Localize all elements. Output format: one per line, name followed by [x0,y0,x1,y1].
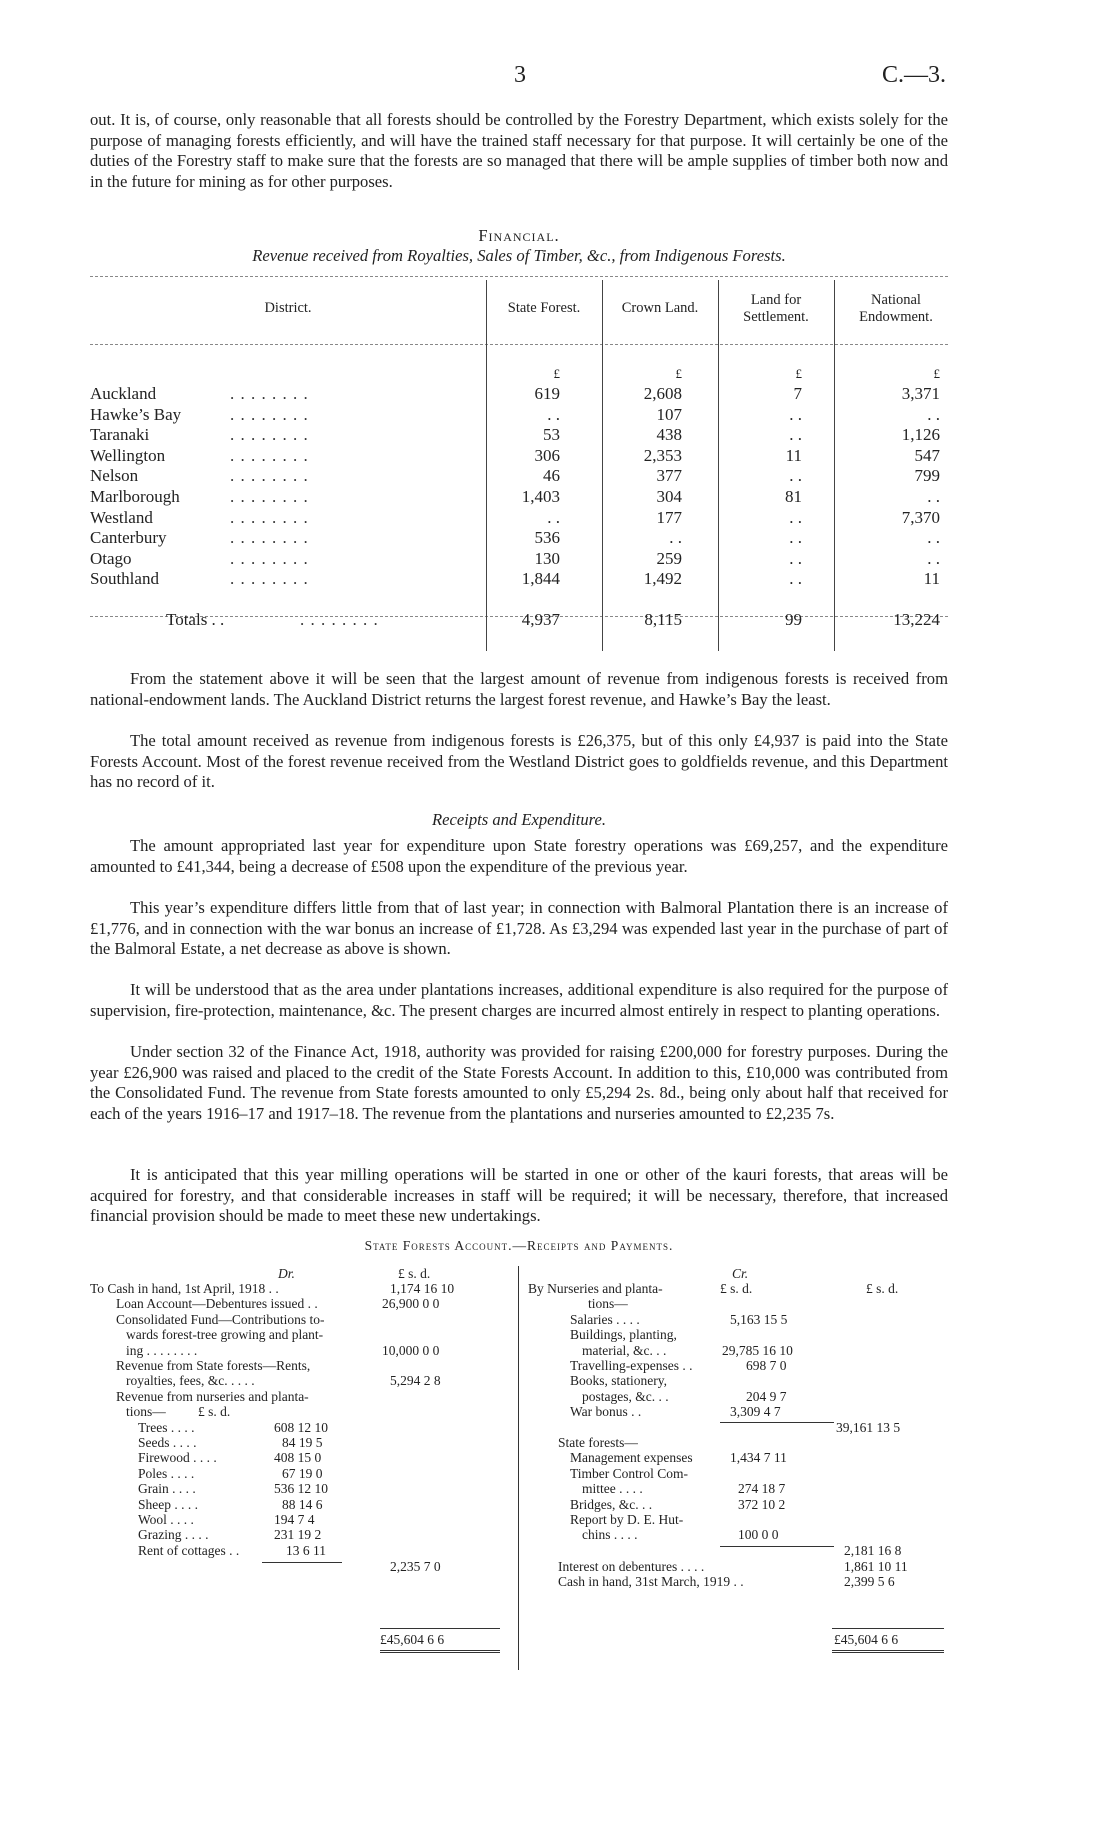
account-line: War bonus . . [570,1404,642,1419]
amount: 1,174 16 10 [390,1281,455,1296]
paragraph: It will be understood that as the area under plantations increases, additional expenditure is also required for the purpose of supervision, fire-protection, maintenance, &c. The present charges are incurred almost entirely in respect to planting operations. [90,980,948,1020]
table-header-rule [90,344,948,345]
account-line: Seeds . . . . [138,1435,197,1450]
district-name: Hawke’s Bay [90,404,182,424]
settlement-value: . . [789,528,802,548]
district-name: Marlborough [90,487,180,506]
account-line: Rent of cottages . . [138,1543,240,1558]
leader-dots: . . . . . . . . [230,569,309,589]
sub-amount: 88 14 6 [282,1497,323,1512]
account-line: Loan Account—Debentures issued . . [116,1296,318,1311]
sub-amount: 698 7 0 [746,1358,787,1373]
crown-land-value: 438 [656,425,682,445]
settlement-value: . . [789,507,802,527]
table-row [90,508,948,529]
sub-amount: 204 9 7 [746,1389,787,1404]
financial-subheading: Revenue received from Royalties, Sales of Timber, &c., from Indigenous Forests. [252,246,786,265]
lsd-header: £ s. d. [398,1266,431,1281]
column-header-crown-land: Crown Land. [621,300,699,316]
state-forest-value: 130 [534,548,560,568]
column-header-district: District. [264,300,312,316]
settlement-value: . . [789,404,802,424]
leader-dots: . . . . . . . . [230,384,309,403]
crown-land-value: 2,608 [643,384,682,403]
account-line: By Nurseries and planta- [528,1281,663,1296]
crown-land-value: 259 [656,548,682,568]
leader-dots: . . . . . . . . [230,548,309,568]
sub-amount: 231 19 2 [274,1527,322,1542]
amount: 2,235 7 0 [390,1559,441,1574]
account-line: Grain . . . . [138,1481,196,1496]
district-name: Taranaki [90,425,150,445]
crown-land-value: 1,492 [643,569,682,589]
currency-symbol: £ [553,366,560,381]
settlement-value: . . [789,569,802,589]
sub-amount: 194 7 4 [274,1512,315,1527]
totals-label: Totals . . [166,610,225,629]
currency-symbol: £ [675,366,682,381]
column-header-land-for-settlement: Land for Settlement. [743,292,809,325]
endowment-value: . . [927,404,940,424]
district-name: Otago [90,548,132,568]
leader-dots: . . . . . . . . [230,404,309,424]
table-row [90,384,948,405]
lsd-header: £ s. d. [720,1281,753,1296]
paragraph: From the statement above it will be seen that the largest amount of revenue from indigenous forests is received from national-endowment lands. The Auckland District returns the largest forest revenue, and Hawke’s Bay the least. [90,669,948,709]
receipts-heading: Receipts and Expenditure. [431,810,607,829]
settlement-value: 11 [785,445,802,465]
leader-dots: . . . . . . . . [230,507,309,527]
crown-land-value: 377 [656,466,682,486]
sub-amount: 408 15 0 [274,1450,322,1465]
account-line: Bridges, &c. . . [570,1497,653,1512]
account-line: tions— [126,1404,166,1419]
paragraph: This year’s expenditure differs little from that of last year; in connection with Balmoral Plantation there is an increase of £1,776, and in connection with the war bonus an increase of £1,728. As £3,294 was expended last year in the purchase of part of the Balmoral Estate, a net decrease as above is shown. [90,898,948,959]
state-forest-value: 53 [543,425,560,445]
state-forest-value: 306 [534,445,560,465]
settlement-value: . . [789,548,802,568]
currency-symbol: £ [933,366,940,381]
lsd-sub-header: £ s. d. [198,1404,231,1419]
district-name: Southland [90,569,159,589]
state-forest-value: . . [547,404,560,424]
cr-label: Cr. [732,1266,749,1281]
state-forest-value: 1,403 [521,487,560,506]
state-forest-value: . . [547,507,560,527]
crown-land-value: 107 [656,404,682,424]
account-line: wards forest-tree growing and plant- [126,1327,324,1342]
endowment-value: 11 [923,569,940,589]
account-line: Buildings, planting, [570,1327,677,1342]
account-line: Grazing . . . . [138,1527,209,1542]
state-forest-value: 46 [543,466,560,486]
account-title: State Forests Account.—Receipts and Payments. [364,1238,674,1253]
column-header-state-forest: State Forest. [507,300,581,316]
paragraph: The total amount received as revenue from indigenous forests is £26,375, but of this only £4,937 is paid into the State Forests Account. Most of the forest revenue received from the Westland District goes to goldfields revenue, and this Department has no record of it. [90,731,948,792]
account-line: chins . . . . [582,1527,638,1542]
account-line: Report by D. E. Hut- [570,1512,684,1527]
endowment-value: . . [927,528,940,548]
account-line: Poles . . . . [138,1466,195,1481]
account-line: To Cash in hand, 1st April, 1918 . . [90,1281,279,1296]
account-line: Consolidated Fund—Contributions to- [116,1312,325,1327]
crown-land-value: 2,353 [643,445,682,465]
paragraph: Under section 32 of the Finance Act, 1918, authority was provided for raising £200,000 for forestry purposes. During the year £26,900 was raised and placed to the credit of the State Forests Account. In addition to this, £10,000 was contributed from the Consolidated Fund. The revenue from State forests amounted to only £5,294 2s. 8d., being only about half that received for each of the years 1916–17 and 1917–18. The revenue from the plantations and nurseries amounted to £2,235 7s. [90,1042,948,1123]
endowment-total: 13,224 [893,610,940,629]
state-forest-value: 619 [534,384,560,403]
account-line: Salaries . . . . [570,1312,640,1327]
account-line: State forests— [558,1435,638,1450]
total-rule [832,1628,944,1629]
sub-amount: 67 19 0 [282,1466,323,1481]
amount: 2,181 16 8 [844,1543,902,1558]
paragraph: It is anticipated that this year milling operations will be started in one or other of the kauri forests, that areas will be acquired for forestry, and that considerable increases in staff will be required; it will be necessary, therefore, that increased financial provision should be made to meet these new undertakings. [90,1165,948,1226]
revenue-table [90,276,948,651]
state-forest-total: 4,937 [521,610,560,629]
crown-land-value: 304 [656,487,682,506]
crown-land-value: 177 [656,507,682,527]
district-name: Canterbury [90,528,167,548]
amount: 39,161 13 5 [836,1420,901,1435]
endowment-value: 1,126 [901,425,940,445]
district-name: Wellington [90,445,166,465]
account-divider [518,1266,519,1670]
table-row [90,549,948,570]
sub-total-rule [262,1562,342,1563]
leader-dots: . . . . . . . . [230,487,309,506]
amount: 10,000 0 0 [382,1343,440,1358]
endowment-value: 3,371 [901,384,940,403]
account-line: Wool . . . . [138,1512,194,1527]
account-line: Timber Control Com- [570,1466,689,1481]
sub-amount: 372 10 2 [738,1497,786,1512]
page-number: 3 [514,62,526,88]
amount: 26,900 0 0 [382,1296,440,1311]
account-line: Interest on debentures . . . . [558,1559,705,1574]
table-row [90,528,948,549]
district-name: Nelson [90,466,139,486]
district-name: Auckland [90,384,157,403]
account-line: material, &c. . . [582,1343,667,1358]
sub-amount: 13 6 11 [286,1543,326,1558]
endowment-value: 547 [914,445,940,465]
endowment-value: . . [927,548,940,568]
account-line: Revenue from nurseries and planta- [116,1389,309,1404]
dr-label: Dr. [278,1266,295,1281]
sub-amount: 608 12 10 [274,1420,328,1435]
sub-amount: 536 12 10 [274,1481,328,1496]
account-line: postages, &c. . . [582,1389,669,1404]
settlement-value: . . [789,466,802,486]
account-line: Trees . . . . [138,1420,195,1435]
account-line: royalties, fees, &c. . . . . [126,1373,255,1388]
amount: 5,294 2 8 [390,1373,441,1388]
settlement-value: 81 [785,487,802,506]
sub-amount: 3,309 4 7 [730,1404,781,1419]
settlement-value: 7 [793,384,802,403]
table-row [90,569,948,590]
settlement-value: . . [789,425,802,445]
crown-land-total: 8,115 [644,610,682,629]
district-name: Westland [90,507,153,527]
right-total: £45,604 6 6 [834,1632,899,1647]
endowment-value: . . [927,487,940,506]
sub-amount: 29,785 16 10 [722,1343,793,1358]
endowment-value: 799 [914,466,940,486]
account-line: Travelling-expenses . . [570,1358,693,1373]
account-line: Sheep . . . . [138,1497,198,1512]
leader-dots: . . . . . . . . [230,466,309,486]
account-line: mittee . . . . [582,1481,643,1496]
account-line: tions— [588,1296,628,1311]
sub-total-rule [720,1422,834,1423]
leader-dots: . . . . . . . . [230,425,309,445]
table-row [90,487,948,508]
sub-total-rule [720,1546,834,1547]
totals-row [90,610,948,631]
receipts-payments-account [90,1258,948,1678]
settlement-total: 99 [785,610,802,629]
table-row [90,405,948,426]
left-total: £45,604 6 6 [380,1632,445,1647]
intro-paragraph: out. It is, of course, only reasonable that all forests should be controlled by the Forestry Department, which exists solely for the purpose of managing forests efficiently, and will have the trained staff necessary for that purpose. It will certainly be one of the duties of the Forestry staff to make sure that the forests are so managed that there will be ample supplies of timber both now and in the future for mining as for other purposes. [90,110,948,191]
table-row [90,446,948,467]
table-top-rule [90,276,948,277]
state-forest-value: 1,844 [521,569,560,589]
account-line: Cash in hand, 31st March, 1919 . . [558,1574,744,1589]
sub-amount: 274 18 7 [738,1481,786,1496]
total-rule [380,1628,500,1629]
leader-dots: . . . . . . . . [230,445,309,465]
table-row [90,466,948,487]
financial-heading: Financial. [478,226,560,245]
table-row [90,425,948,446]
account-line: Revenue from State forests—Rents, [116,1358,311,1373]
sub-amount: 100 0 0 [738,1527,779,1542]
amount: 2,399 5 6 [844,1574,895,1589]
column-header-national-endowment: National Endowment. [859,292,933,325]
leader-dots: . . . . . . . . [300,610,379,629]
sub-amount: 5,163 15 5 [730,1312,788,1327]
endowment-value: 7,370 [901,507,940,527]
sub-amount: 1,434 7 11 [730,1450,787,1465]
state-forest-value: 536 [534,528,560,548]
account-line: ing . . . . . . . . [126,1343,198,1358]
total-double-rule [832,1650,944,1653]
total-double-rule [380,1650,500,1653]
lsd-header: £ s. d. [866,1281,899,1296]
crown-land-value: . . [669,528,682,548]
amount: 1,861 10 11 [844,1559,908,1574]
account-line: Firewood . . . . [138,1450,217,1465]
account-line: Management expenses [570,1450,693,1465]
leader-dots: . . . . . . . . [230,528,309,548]
document-code: C.—3. [882,62,947,88]
sub-amount: 84 19 5 [282,1435,323,1450]
paragraph: The amount appropriated last year for expenditure upon State forestry operations was £69,257, and the expenditure amounted to £41,344, being a decrease of £508 upon the expenditure of the previous year. [90,836,948,876]
currency-symbol: £ [795,366,802,381]
account-line: Books, stationery, [570,1373,667,1388]
